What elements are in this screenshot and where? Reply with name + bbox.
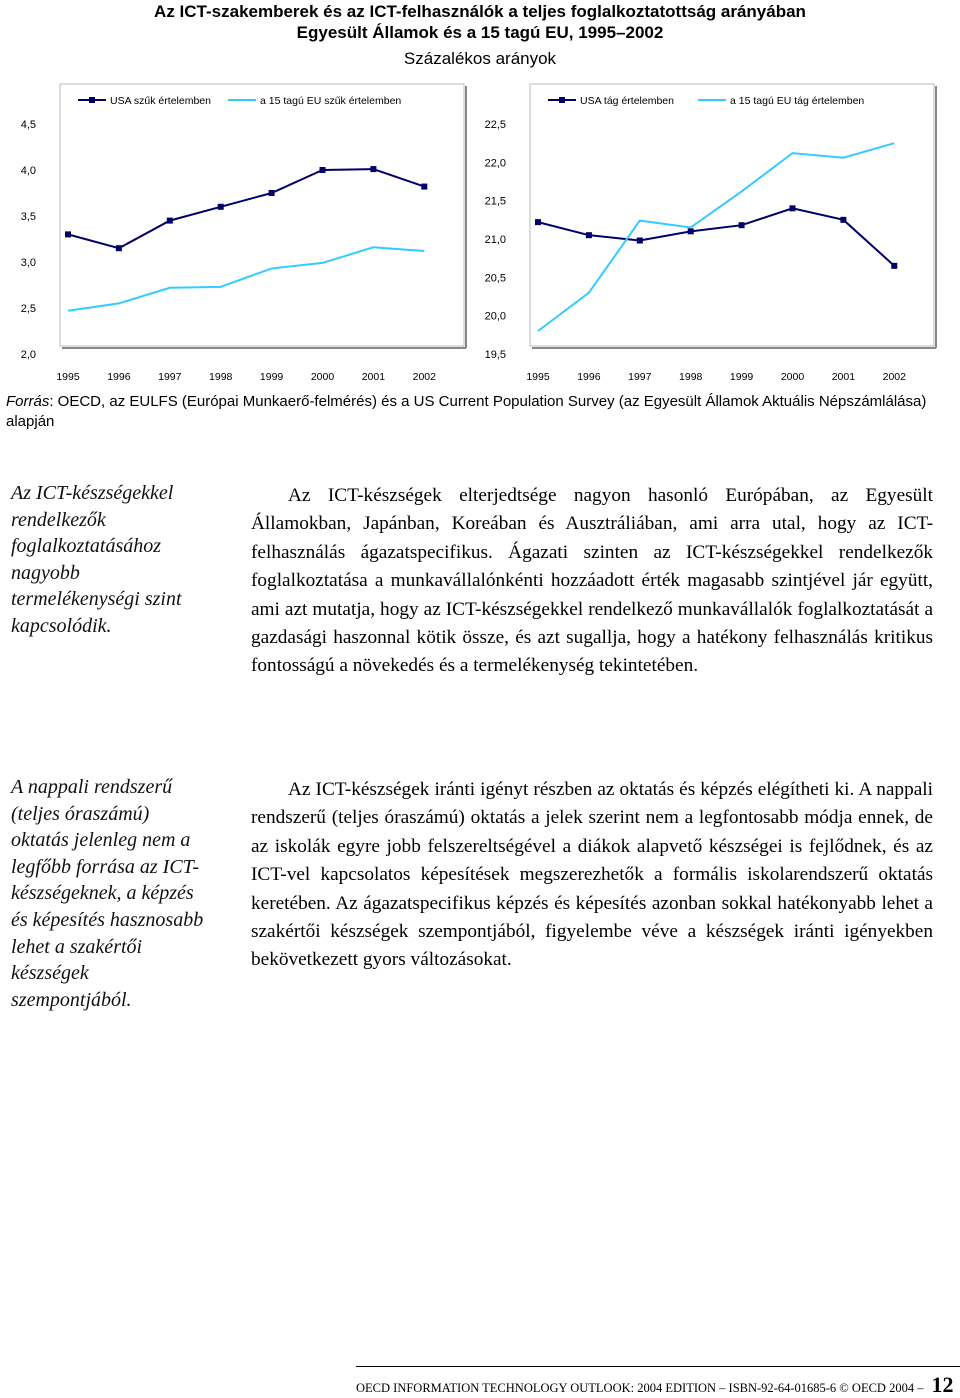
series-line-usa (68, 169, 424, 248)
x-tick-label: 2002 (412, 371, 436, 383)
chart-broad (470, 80, 940, 390)
x-tick-label: 1995 (526, 371, 550, 383)
figure-title-line1: Az ICT-szakemberek és az ICT-felhasználók a teljes foglalkoztatottság arányában (154, 2, 806, 21)
y-tick-label: 20,0 (484, 310, 506, 323)
legend-label: USA tág értelemben (580, 95, 674, 107)
y-tick-label: 2,5 (20, 303, 36, 315)
margin-note-1: Az ICT-készségekkel rendelkezők foglalkoztatásához nagyobb termelékenységi szint kapcsolódik. (11, 482, 182, 637)
data-point (739, 222, 745, 228)
data-point (790, 205, 796, 211)
y-tick-label: 19,5 (484, 349, 506, 361)
margin-note-2: A nappali rendszerű (teljes óraszámú) oktatás jelenleg nem a legfőbb forrása az ICT-készségeknek, a képzés és képesítés hasznosabb lehet a szakértői készségek szempontjából. (11, 776, 204, 1011)
data-point (891, 263, 897, 269)
y-tick-label: 22,5 (484, 119, 506, 131)
x-tick-label: 1999 (729, 371, 754, 383)
paragraph-2: Az ICT-készségek iránti igényt részben az oktatás és képzés elégítheti ki. A nappali rendszerű (teljes óraszámú) oktatás a jelek szerint nem a legfontosabb módja ennek, de az iskolák egyre jobb felszereltségével a diákok alapvető készségei is fejlődnek, és az ICT-vel kapcsolatos képesítések megszerezhetők a formális iskolarendszerű oktatás keretében. Az ágazatspecifikus képzés és képesítés azonban sokkal hatékonyabb lehet a szakértői készségek szempontjából, figyelembe véve a készségek iránti igényekben bekövetkezett gyors változásokat. (251, 779, 933, 971)
x-tick-label: 1998 (209, 371, 233, 383)
legend-marker (559, 97, 565, 103)
data-point (65, 231, 71, 237)
page-footer (356, 1372, 953, 1398)
chart-narrow (0, 80, 470, 390)
data-point (535, 219, 541, 225)
page-number: 12 (931, 1372, 954, 1397)
source-text: : OECD, az EULFS (Európai Munkaerő-felmérés) és a US Current Population Survey (az Egyesült Államok Aktuális Népszámlálása) alapján (6, 393, 927, 430)
y-tick-label: 22,0 (484, 157, 506, 170)
data-point (370, 166, 376, 172)
data-point (320, 167, 326, 173)
x-tick-label: 2001 (361, 371, 386, 383)
data-point (688, 228, 694, 234)
x-tick-label: 1997 (628, 371, 652, 383)
data-point (421, 184, 427, 190)
y-tick-label: 4,0 (20, 165, 36, 177)
x-tick-label: 2000 (310, 371, 335, 383)
figure-subtitle: Százalékos arányok (403, 49, 557, 68)
x-tick-label: 1995 (56, 371, 80, 383)
footer-rule (356, 1366, 960, 1367)
x-tick-label: 1997 (158, 371, 182, 383)
x-tick-label: 2000 (780, 371, 805, 383)
data-point (218, 204, 224, 210)
source-label: Forrás (6, 393, 50, 410)
y-tick-label: 21,5 (484, 195, 506, 208)
x-tick-label: 1996 (107, 371, 131, 383)
plot-frame (60, 84, 464, 346)
legend-label: USA szűk értelemben (110, 95, 211, 107)
plot-frame (530, 84, 934, 346)
paragraph-1: Az ICT-készségek elterjedtsége nagyon hasonló Európában, az Egyesült Államokban, Japánban, Koreában és Ausztráliában, ami arra utal, hogy az ICT-felhasználás ágazatspecifikus. Ágazati szinten az ICT-készségekkel rendelkezők foglalkoztatása a munkavállalónkénti hozzáadott érték magasabb szintjével jár együtt, ami azt mutatja, hogy az ICT-készségekkel rendelkező munkavállalók foglalkoztatását a gazdasági haszonnal kötik össze, és azt sugallja, hogy a hatékony felhasználás kritikus fontosságú a növekedés és a termelékenység tekintetében. (251, 485, 933, 677)
legend-label: a 15 tagú EU szűk értelemben (260, 95, 402, 107)
x-tick-label: 2001 (831, 371, 856, 383)
x-tick-label: 1999 (259, 371, 284, 383)
legend-marker (89, 97, 95, 103)
figure-source (6, 392, 950, 432)
x-tick-label: 2002 (882, 371, 906, 383)
data-point (586, 232, 592, 238)
data-point (840, 217, 846, 223)
data-point (637, 238, 643, 244)
y-tick-label: 2,0 (20, 349, 36, 361)
data-point (116, 245, 122, 251)
y-tick-label: 4,5 (20, 119, 36, 131)
data-point (269, 190, 275, 196)
legend-label: a 15 tagú EU tág értelemben (730, 95, 865, 107)
data-point (167, 218, 173, 224)
y-tick-label: 20,5 (484, 272, 506, 285)
footer-text: OECD INFORMATION TECHNOLOGY OUTLOOK: 2004 EDITION – ISBN-92-64-01685-6 © OECD 2004 – (356, 1381, 924, 1395)
y-tick-label: 3,0 (20, 257, 36, 269)
series-line-eu15 (68, 247, 424, 310)
y-tick-label: 3,5 (20, 211, 36, 223)
x-tick-label: 1998 (679, 371, 703, 383)
figure-title-line2: Egyesült Államok és a 15 tagú EU, 1995–2002 (296, 23, 664, 42)
y-tick-label: 21,0 (484, 234, 506, 246)
x-tick-label: 1996 (577, 371, 601, 383)
